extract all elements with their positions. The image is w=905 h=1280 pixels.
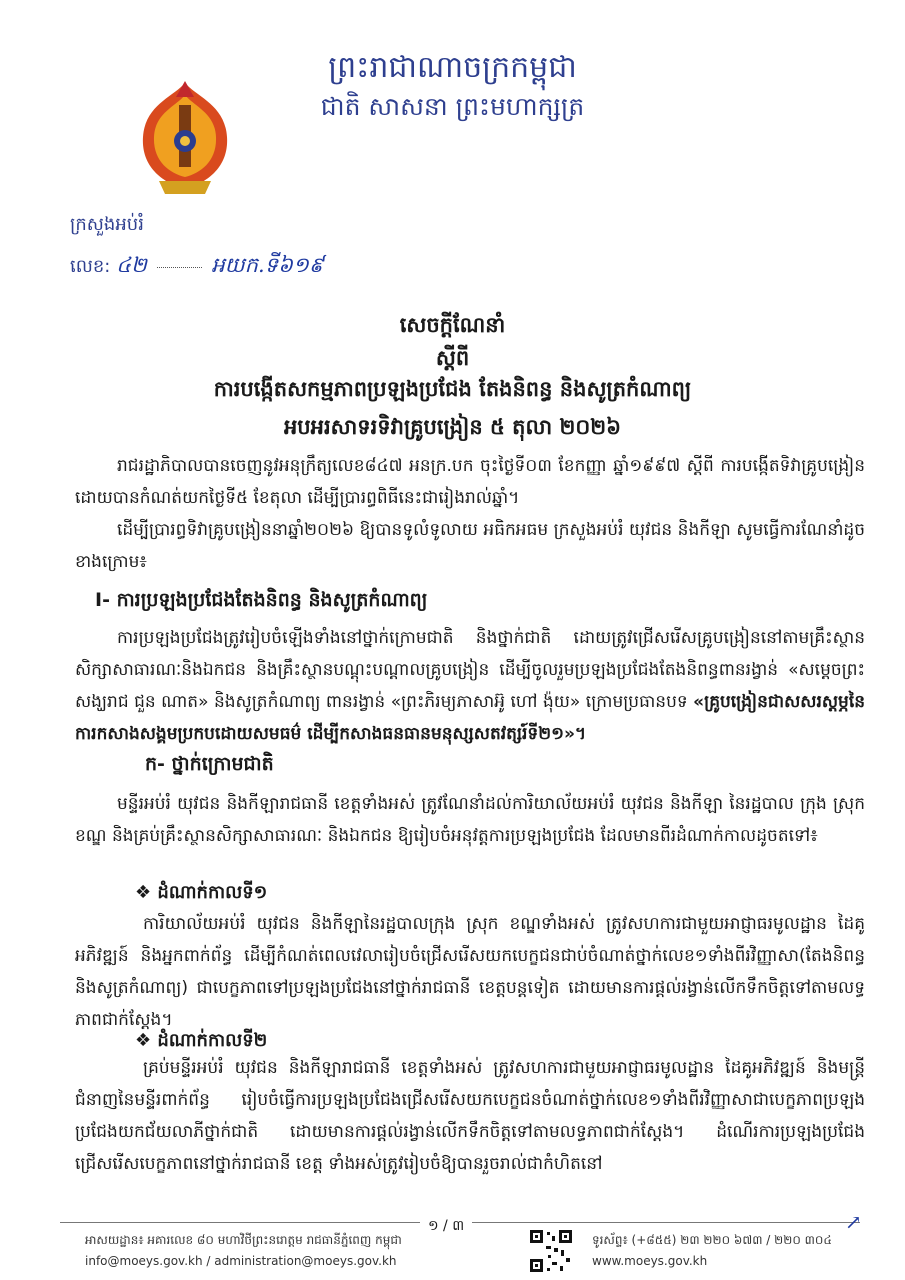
page-number: ១ / ៣ bbox=[420, 1216, 472, 1237]
footer-emails: info@moeys.gov.kh / administration@moeys.gov.kh bbox=[85, 1254, 397, 1268]
qr-code-icon bbox=[528, 1228, 574, 1274]
subsection-heading-subnational: ក- ថ្នាក់ក្រោមជាតិ bbox=[145, 753, 274, 775]
paragraph-stage-1: ការិយាល័យអប់រំ យុវជន និងកីឡានៃរដ្ឋបាលក្រុង ស្រុក ខណ្ឌទាំងអស់ ត្រូវសហការជាមួយអាជ្ញាធរមូលដ្ឋាន ដៃគូអភិវឌ្ឍន៍ និងអ្នកពាក់ព័ន្ធ ដើម្បីកំណត់ពេលវេលារៀបចំជ្រើសរើសយកបេក្ខជនជាប់ចំណាត់ថ្នាក់លេខ១ទាំងពីរវិញ្ញាសា(តែងនិពន្ធ និងសូត្រកំណាព្យ) ជាបេក្ខភាពទៅប្រឡងប្រជែងនៅថ្នាក់រាជធានី ខេត្តបន្តទៀត ដោយមានការផ្ដល់រង្វាន់លើកទឹកចិត្តទៅតាមលទ្ធភាពជាក់ស្ដែង។ bbox=[75, 914, 865, 1030]
footer-website: www.moeys.gov.kh bbox=[592, 1254, 708, 1268]
doc-title: សេចក្ដីណែនាំ bbox=[399, 313, 506, 337]
stage-1-heading: ❖ ដំណាក់កាលទី១ bbox=[135, 882, 268, 903]
paragraph-intro: រាជរដ្ឋាភិបាលបានចេញនូវអនុក្រឹត្យលេខ៨៤៧ អនក្រ.បក ចុះថ្ងៃទី០៣ ខែកញ្ញា ឆ្នាំ១៩៩៧ ស្ដីពី ការបង្កើតទិវាគ្រូបង្រៀន ដោយបានកំណត់យកថ្ងៃទី៥ ខែតុលា ដើម្បីប្រារព្ធពិធីនេះជារៀងរាល់ឆ្នាំ។ bbox=[75, 456, 865, 508]
paragraph-subnational: មន្ទីរអប់រំ យុវជន និងកីឡារាជធានី ខេត្តទាំងអស់ ត្រូវណែនាំដល់ការិយាល័យអប់រំ យុវជន និងកីឡា នៃរដ្ឋបាល ក្រុង ស្រុក ខណ្ឌ និងគ្រប់គ្រឹះស្ថានសិក្សាសាធារណៈ និងឯកជន ឱ្យរៀបចំអនុវត្តការប្រឡងប្រជែង ដែលមានពីរដំណាក់កាលដូចតទៅ៖ bbox=[75, 794, 865, 846]
paragraph-stage-2: គ្រប់មន្ទីរអប់រំ យុវជន និងកីឡារាជធានី ខេត្តទាំងអស់ ត្រូវសហការជាមួយអាជ្ញាធរមូលដ្ឋាន ដៃគូអភិវឌ្ឍន៍ និងមន្ត្រីជំនាញនៃមន្ទីរពាក់ព័ន្ធ រៀបចំធ្វើការប្រឡងប្រជែងជ្រើសរើសយកបេក្ខជនចំណាត់ថ្នាក់លេខ១ទាំងពីរវិញ្ញាសាជាបេក្ខភាពប្រឡងប្រជែងយកជ័យលាភីថ្នាក់ជាតិ ដោយមានការផ្ដល់រង្វាន់លើកទឹកចិត្តទៅតាមលទ្ធភាពជាក់ស្ដែង។ ដំណើរការប្រឡងប្រជែងជ្រើសរើសបេក្ខភាពនៅថ្នាក់រាជធានី ខេត្ត ទាំងអស់ត្រូវរៀបចំឱ្យបានរួចរាល់ជាកំហិតនៅ bbox=[75, 1058, 865, 1174]
kingdom-heading: ព្រះរាជាណាចក្រកម្ពុជា bbox=[328, 50, 577, 85]
doc-subject: ការបង្កើតសកម្មភាពប្រឡងប្រជែង តែងនិពន្ធ និងសូត្រកំណាព្យ bbox=[213, 377, 692, 401]
ref-code: អយក.ទី៦១៩ bbox=[211, 253, 324, 277]
ministry-emblem-logo bbox=[135, 75, 235, 200]
ministry-name: ក្រសួងអប់រំ bbox=[70, 214, 144, 235]
reference-line bbox=[70, 252, 324, 283]
national-motto: ជាតិ សាសនា ព្រះមហាក្សត្រ bbox=[320, 92, 585, 121]
handwritten-initial-mark: ↗ bbox=[845, 1210, 862, 1234]
footer-phone: ទូរស័ព្ទ៖ (+៨៥៥) ២៣ ២២០ ៦៧៣ / ២២០ ៣០៤ bbox=[592, 1233, 832, 1247]
stage-2-heading: ❖ ដំណាក់កាលទី២ bbox=[135, 1030, 268, 1051]
paragraph-competition bbox=[75, 622, 865, 750]
ref-number: ៤២ bbox=[116, 253, 147, 277]
doc-occasion: អបអរសាទរទិវាគ្រូបង្រៀន ៥ តុលា ២០២៦ bbox=[283, 415, 622, 439]
doc-title-about: ស្ដីពី bbox=[435, 346, 470, 370]
section-heading-1: I- ការប្រឡងប្រជែងតែងនិពន្ធ និងសូត្រកំណាព្យ bbox=[95, 589, 428, 611]
paragraph-purpose: ដើម្បីប្រារព្ធទិវាគ្រូបង្រៀននាឆ្នាំ២០២៦ ឱ្យបានទូលំទូលាយ អធិកអធម ក្រសួងអប់រំ យុវជន និងកីឡា សូមធ្វើការណែនាំដូចខាងក្រោម៖ bbox=[75, 520, 865, 572]
competition-theme: «គ្រូបង្រៀនជាសសរស្ដម្ភនៃការកសាងសង្គមប្រកបដោយសមធម៌ ដើម្បីកសាងធនធានមនុស្សសតវត្សរ៍ទី២១»។ bbox=[75, 692, 866, 744]
competition-text: ការប្រឡងប្រជែងត្រូវរៀបចំឡើងទាំងនៅថ្នាក់ក្រោមជាតិ និងថ្នាក់ជាតិ ដោយត្រូវជ្រើសរើសគ្រូបង្រៀននៅតាមគ្រឹះស្ថានសិក្សាសាធារណៈនិងឯកជន និងគ្រឹះស្ថានបណ្ដុះបណ្ដាលគ្រូបង្រៀន ដើម្បីចូលរួមប្រឡងប្រជែងតែងនិពន្ធពានរង្វាន់ «សម្ដេចព្រះសង្ឃរាជ ជួន ណាត» និងសូត្រកំណាព្យ ពានរង្វាន់ «ព្រះភិរម្យភាសាអ៊ូ ហៅ ង៉ុយ» ក្រោមប្រធានបទ bbox=[75, 628, 865, 712]
footer-address: អាសយដ្ឋាន៖ អគារលេខ ៨០ មហាវិថីព្រះនរោត្តម រាជធានីភ្នំពេញ កម្ពុជា bbox=[85, 1233, 402, 1247]
ref-divider bbox=[157, 267, 202, 268]
ref-label: លេខ: bbox=[70, 256, 111, 277]
